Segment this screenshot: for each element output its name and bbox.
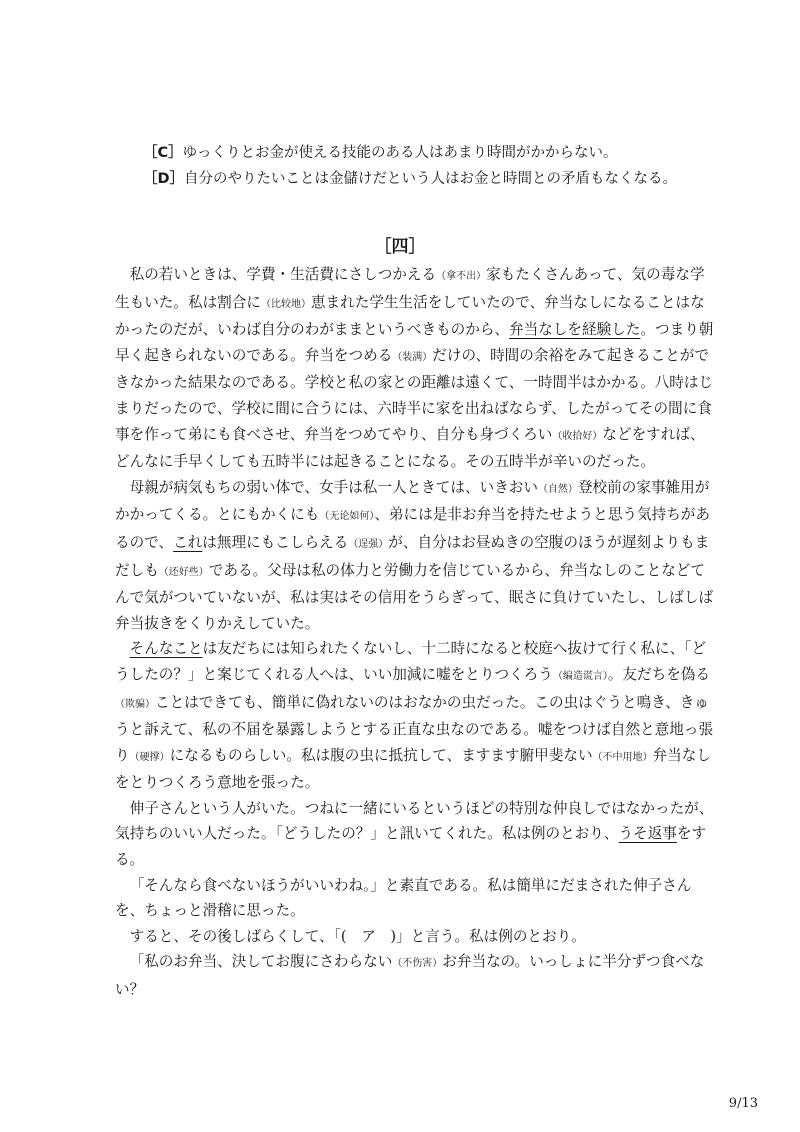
annotation: （收拾好） [552,430,603,442]
annotation: （无论如何） [319,511,375,523]
paragraph-5: 「そんなら食べないほうがいいわね。」と素直である。私は簡単にだまされた伸子さんを、ちょっと滑稽に思った。 [115,876,692,920]
annotation: （欺骗） [115,698,155,710]
annotation: （自然） [537,483,578,495]
annotation: （逞强） [348,538,389,550]
page-number: 9/13 [728,1096,758,1111]
annotation: （拿不出） [436,271,487,282]
underlined-phrase: これ [173,533,203,551]
option-c-tag: ［C］ [143,145,183,161]
paragraph-1: 私の若いときは、学費・生活費にさしつかえる（拿不出）家もたくさんあって、気の毒な学生もいた。私は割合に（比较地）恵まれた学生生活をしていたので、弁当なしになることはなかったのだが、いわば自分のわがままというべきものから、弁当なしを経験した。つまり朝早く起きられないのである。弁当をつめる（装满）だけの、時間の余裕をみて起きることができなかった結果なのである。学校と私の家との距離は遠くて、一時間半はかかる。八時はじまりだったので、学校に間に合うには、六時半に家を出ねばならず、したがってその間に食事を作って弟にも食べさせ、弁当をつめてやり、自分も身づくろい（收拾好）などをすれば、どんなに手早くしても五時半には起きることになる。その五時半が辛いのだった。 [115,266,714,471]
paragraph-4: 伸子さんという人がいた。つねに一緒にいるというほどの特別な仲良しではなかったが、気持ちのいい人だった。「どうしたの？」と訊いてくれた。私は例のとおり、うそ返事をする。 [115,799,714,869]
section-title: ［四］ [374,237,426,257]
option-d-tag: ［D］ [143,171,185,187]
annotation: （不中用地） [592,751,653,763]
option-c [143,142,743,164]
annotation: （编造谎言） [552,670,608,682]
option-d-text: 自分のやりたいことは金儲けだという人はお金と時間との矛盾もなくなる。 [184,171,678,187]
underlined-phrase: うそ返事 [618,825,677,843]
annotation: （不伤害） [392,958,443,970]
annotation: （硬撑） [129,751,170,763]
annotation: （比较地） [260,298,311,310]
paragraph-7: 「私のお弁当、決してお腹にさわらない（不伤害）お弁当なの。いっしょに半分ずつ食べない？ [115,953,705,999]
annotation: （还好些） [158,566,209,578]
underlined-phrase: そんなこと [129,640,203,658]
passage [115,262,715,1003]
option-c-text: ゆっくりとお金が使える技能のある人はあまり時間がかからない。 [182,145,618,161]
paragraph-2: 母親が病気もちの弱い体で、女手は私一人ときては、いきおい（自然）登校前の家事雑用がかかってくる。とにもかくにも（无论如何）、弟には是非お弁当を持たせようと思う気持ちがあるので、これは無理にもこしらえる（逞强）が、自分はお昼ぬきの空腹のほうが遅刻よりもまだしも（还好些）である。父母は私の体力と労働力を信じているから、弁当なしのことなどてんで気がついていないが、私は実はその信用をうらぎって、眠さに負けていたし、しばしば弁当抜きをくりかえしていた。 [115,478,714,632]
paragraph-6: すると、その後しばらくして、「( ア )」と言う。私は例のとおり。 [129,927,586,945]
underlined-phrase: 弁当なしを経験した [509,321,641,339]
option-d [143,168,743,190]
paragraph-3: そんなことは友だちには知られたくないし、十二時になると校庭へ抜けて行く私に、「どうしたの？」と案じてくれる人へは、いい加減に嘘をとりつくろう（编造谎言）。友だちを偽る（欺骗）ことはできても、簡単に偽れないのはおなかの虫だった。この虫はぐうと鳴き、きゅうと訴えて、私の不届を暴露しようとする正直な虫なのである。嘘をつけば自然と意地っ張り（硬撑）になるものらしい。私は腹の虫に抵抗して、ますます腑甲斐ない（不中用地）弁当なしをとりつくろう意地を張った。 [115,640,714,792]
annotation: （装满） [392,351,433,363]
